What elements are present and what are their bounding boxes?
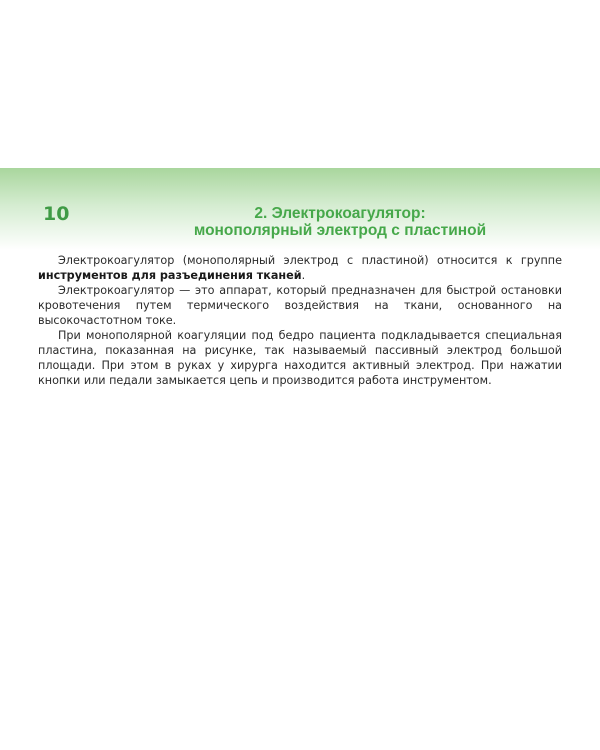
paragraph-2: Электрокоагулятор — это аппарат, который предназначен для быстрой остановки кровотечения путем термического воздействия на ткани, основанного на высокочастотном токе.: [38, 284, 562, 327]
section-heading-line-2: монополярный электрод с пластиной: [193, 222, 487, 239]
paragraph-1-bold-term: инструментов для разъединения тканей: [38, 269, 302, 282]
page-number: 10: [43, 203, 70, 225]
section-heading: [140, 205, 540, 239]
body-text: [38, 253, 562, 388]
paragraph-1-end: .: [301, 269, 306, 282]
paragraph-1: [38, 253, 562, 283]
section-heading-line-1: 2. Электрокоагулятор:: [254, 205, 426, 222]
paragraph-3: При монополярной коагуляции под бедро пациента подкладывается специальная пластина, показанная на рисунке, так называемый пассивный электрод большой площади. При этом в руках у хирурга находится активный электрод. При нажатии кнопки или педали замыкается цепь и производится работа инструментом.: [38, 329, 562, 387]
paragraph-1-text: Электрокоагулятор (монополярный электрод с пластиной) относится к группе: [58, 254, 562, 267]
